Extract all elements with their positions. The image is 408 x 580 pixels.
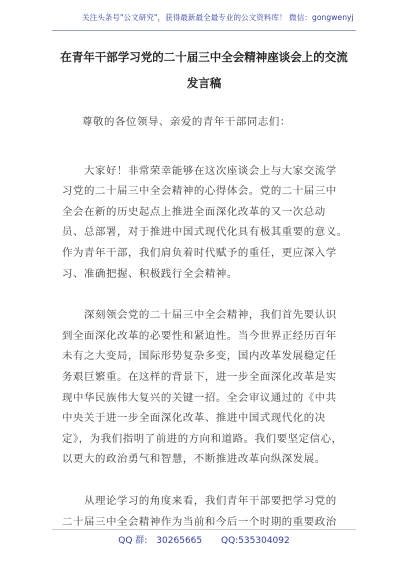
header-divider bbox=[52, 30, 356, 31]
footer-divider bbox=[52, 529, 356, 530]
title-line-1: 在青年干部学习党的二十届三中全会精神座谈会上的交流 bbox=[60, 50, 348, 64]
paragraph-line: 现中华民族伟大复兴的关键一招。全会审议通过的《中共 bbox=[62, 391, 337, 404]
paragraph-line: 深刻领会党的二十届三中全会精神，我们首先要认识 bbox=[62, 309, 337, 322]
paragraph-line: 定》，为我们指明了前进的方向和道路。我们要坚定信心， bbox=[62, 432, 343, 445]
paragraph-line: 到全面深化改革的必要性和紧迫性。当今世界正经历百年 bbox=[62, 329, 337, 342]
paragraph-line: 以更大的政治勇气和智慧，不断推进改革向纵深发展。 bbox=[62, 453, 326, 466]
header-banner: 关注头条号"公文研究"，获得最新最全最专业的公文资料库！ 微信：gongwenyj bbox=[82, 13, 354, 22]
paragraph-line: 习、准确把握、积极践行全会精神。 bbox=[62, 267, 238, 280]
footer-qq-number: QQ:535304092 bbox=[221, 536, 290, 546]
document-body bbox=[62, 112, 352, 553]
footer-qq-group: QQ 群: 30265665 bbox=[118, 536, 203, 546]
document-title bbox=[50, 44, 358, 96]
footer-contact bbox=[0, 533, 408, 546]
paragraph-line: 从理论学习的角度来看，我们青年干部要把学习党的 bbox=[62, 494, 337, 507]
paragraph-line: 作为青年干部，我们肩负着时代赋予的重任，更应深入学 bbox=[62, 246, 337, 259]
paragraph-line: 未有之大变局，国际形势复杂多变，国内改革发展稳定任 bbox=[62, 350, 337, 363]
paragraph-line: 员、总部署，对于推进中国式现代化具有极其重要的意义。 bbox=[62, 226, 348, 239]
salutation: 尊敬的各位领导、亲爱的青年干部同志们： bbox=[82, 116, 291, 128]
paragraph-line: 务艰巨繁重。在这样的背景下，进一步全面深化改革是实 bbox=[62, 370, 337, 383]
paragraph-line: 中央关于进一步全面深化改革、推进中国式现代化的决 bbox=[62, 412, 326, 425]
title-line-2: 发言稿 bbox=[186, 76, 222, 90]
paragraph-1 bbox=[62, 161, 352, 285]
paragraph-line: 二十届三中全会精神作为当前和今后一个时期的重要政治 bbox=[62, 515, 337, 528]
paragraph-line: 习党的二十届三中全会精神的心得体会。党的二十届三中 bbox=[62, 185, 337, 198]
paragraph-line: 大家好！非常荣幸能够在这次座谈会上与大家交流学 bbox=[62, 164, 337, 177]
paragraph-line: 全会在新的历史起点上推进全面深化改革的又一次总动 bbox=[62, 205, 326, 218]
paragraph-2 bbox=[62, 305, 352, 470]
paragraph-3 bbox=[62, 491, 352, 532]
